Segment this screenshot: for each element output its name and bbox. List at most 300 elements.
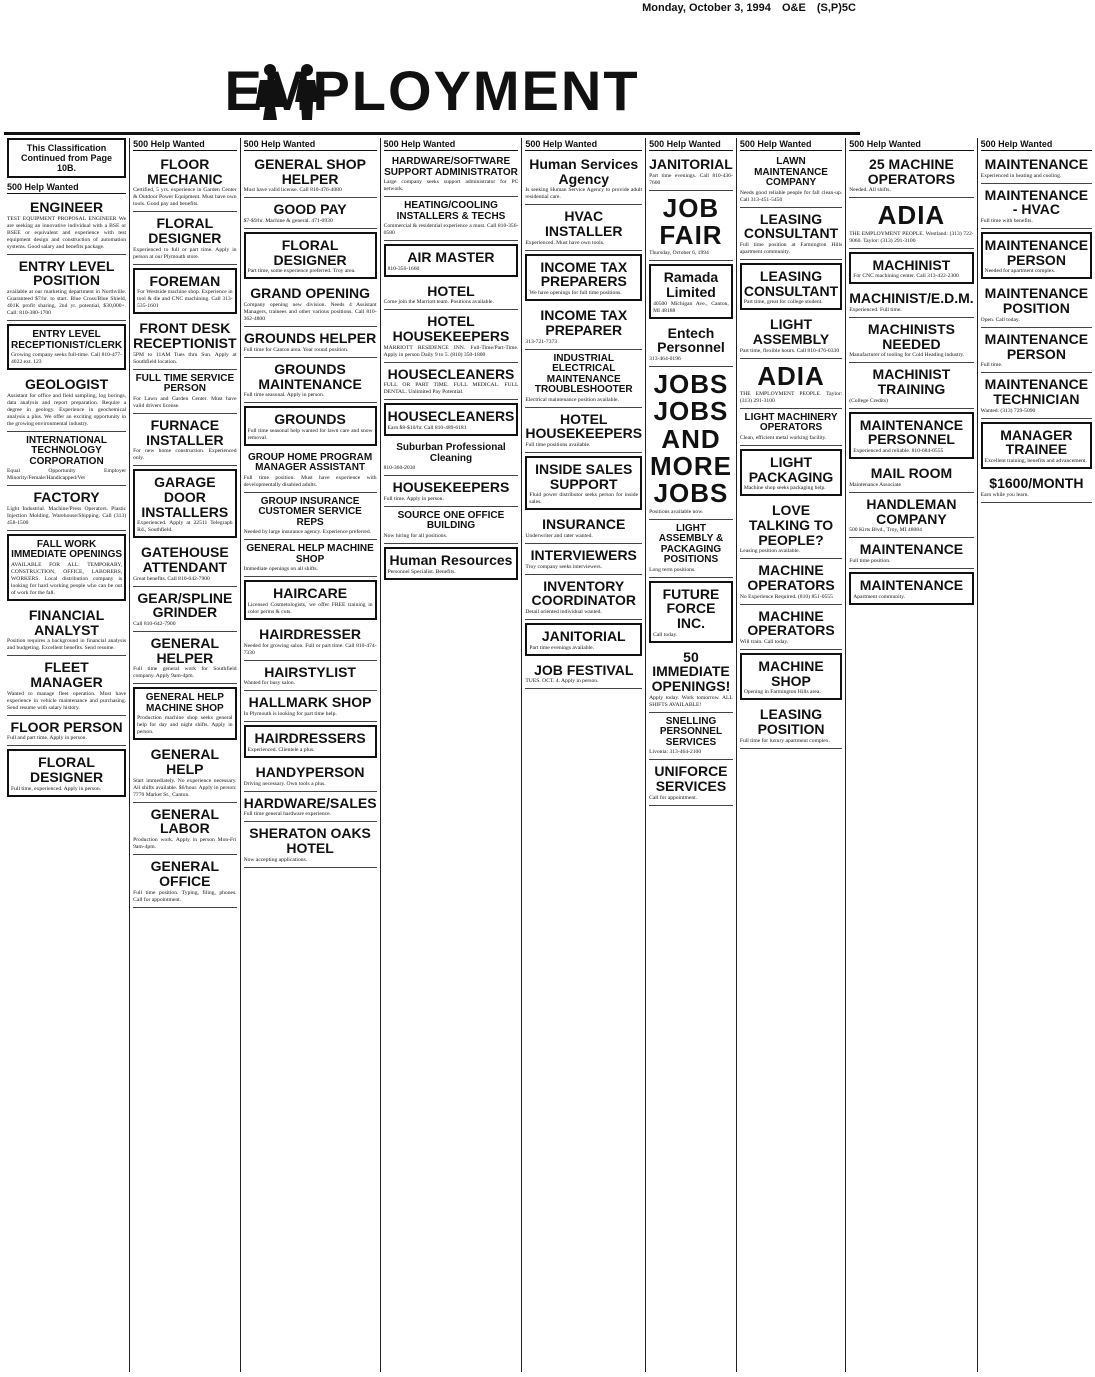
continued-notice: This Classification Continued from Page 10B. <box>7 138 126 178</box>
classified-ad <box>7 604 126 656</box>
ad-body: Experienced in heating and cooling. <box>980 172 1062 179</box>
classified-ad <box>244 540 377 577</box>
ad-headline: GENERAL HELP MACHINE SHOP <box>246 543 374 565</box>
ad-body: available at our marketing department in Northville. Guaranteed $7/hr. to start. Blue Cross/Blue Shield, 401K profit sharing, 2nd yr. potential, $30,000+. Call: 810-380-1700 <box>7 289 127 317</box>
classified-ad <box>133 855 236 907</box>
classified-columns <box>4 138 1089 1372</box>
ad-headline: MAINTENANCE POSITION <box>984 285 1089 317</box>
classified-ad <box>525 575 642 620</box>
ad-body: Full time with benefits. <box>980 218 1033 225</box>
ad-headline: GENERAL HELPER <box>150 635 220 666</box>
ad-headline: Human Services Agency <box>529 156 639 187</box>
classified-ad <box>133 317 236 369</box>
ad-body: Experienced and reliable. 810-684-0555 <box>853 448 944 455</box>
ad-body: Is seeking Human Service Agency to provide adult residential care. <box>525 187 643 201</box>
ad-body: 500 Kirts Blvd., Troy, MI 48084 <box>849 527 922 534</box>
ad-body: We have openings for full time positions. <box>529 290 622 297</box>
classified-ad <box>740 153 842 208</box>
ad-body: Needed by large insurance agency. Experience preferred. <box>243 529 372 536</box>
ad-headline: MAINTENANCE PERSON <box>984 330 1089 362</box>
ad-body: Full time. <box>980 362 1003 369</box>
classified-ad <box>7 196 126 255</box>
ad-headline: HOUSECLEANERS <box>387 365 515 382</box>
classified-ad <box>7 432 126 487</box>
ad-headline: GROUNDS HELPER <box>243 330 377 347</box>
ad-headline: INSURANCE <box>542 516 626 533</box>
classified-ad <box>981 232 1092 279</box>
ad-headline: INTERNATIONAL TECHNOLOGY CORPORATION <box>26 434 108 467</box>
ad-body: 40500 Michigan Ave., Canton, MI 48188 <box>653 300 729 314</box>
classified-ad <box>849 252 973 285</box>
ad-body: Full time seasonal help wanted for lawn care and snow removal. <box>247 427 373 441</box>
ad-body: Fluid power distributor seeks person for inside sales. <box>529 492 639 506</box>
ad-headline: MAINTENANCE - HVAC <box>984 186 1089 218</box>
ad-headline: LAWN MAINTENANCE COMPANY <box>754 156 828 188</box>
ad-headline: LIGHT ASSEMBLY <box>752 316 830 347</box>
ad-headline: FALL WORK IMMEDIATE OPENINGS <box>11 538 123 561</box>
classified-ad <box>740 208 842 260</box>
ad-body: Manufacturer of tooling for Cold Heading industry. <box>849 352 965 359</box>
classified-ad <box>244 725 377 758</box>
ad-headline: JOBS JOBS AND MORE JOBS <box>649 369 732 509</box>
classified-ad <box>525 544 642 575</box>
ad-body: Full time general work for Southfield company. Apply 9am-4pm. <box>133 666 237 680</box>
ad-headline: FLEET MANAGER <box>30 659 103 690</box>
ad-headline: Entech Personnel <box>657 324 725 356</box>
ad-headline: FACTORY <box>33 489 100 506</box>
ad-body: Must have valid license. Call 810-476-4080 <box>243 187 342 194</box>
classified-ad <box>244 327 377 358</box>
classified-ad <box>981 422 1092 469</box>
ad-body: Thursday, October 6, 1994 <box>649 250 709 257</box>
ad-headline: SNELLING PERSONNEL SERVICES <box>659 715 723 748</box>
ad-body: Full time, experienced. Apply in person. <box>11 785 102 792</box>
classified-ad <box>133 632 236 684</box>
classified-ad <box>981 472 1092 503</box>
ad-body: Earn while you learn. <box>980 491 1029 498</box>
issue-date: Monday, October 3, 1994 <box>642 2 771 14</box>
classified-ad <box>740 409 842 446</box>
ad-body: Light Industrial. Machine/Press Operators. Plastic Injection Molding. Warehouse/Shipping. Call (313) 458-1500 <box>7 505 127 526</box>
ad-headline: HANDLEMAN COMPANY <box>866 495 957 527</box>
ad-headline: HOTEL HOUSEKEEPERS <box>525 410 643 442</box>
classified-ad <box>133 414 236 466</box>
classified-ad <box>244 406 377 446</box>
ad-headline: 50 IMMEDIATE OPENINGS! <box>651 648 731 694</box>
classified-ad <box>7 324 126 370</box>
classified-ad <box>525 254 642 301</box>
classified-ad <box>525 623 642 656</box>
ad-body: In Plymouth is looking for part time help. <box>243 711 337 718</box>
classified-ad <box>384 403 519 436</box>
ad-headline: SHERATON OAKS HOTEL <box>249 825 371 856</box>
ad-headline: LEASING CONSULTANT <box>743 210 839 242</box>
classified-ad <box>133 587 236 632</box>
ad-body: FULL OR PART TIME. FULL MEDICAL. FULL DENTAL. Unlimited Pay Potential. <box>383 382 519 396</box>
ad-body: 810-356-1660 <box>387 265 420 272</box>
classified-ad <box>133 370 236 414</box>
ad-body: Come join the Marriott team. Positions available. <box>383 299 494 306</box>
section-label: 500 Help Wanted <box>133 138 236 151</box>
ad-body: Detail oriented individual wanted. <box>525 609 602 615</box>
ad-headline: ENGINEER <box>29 199 104 215</box>
ad-body: Full time position. Typing, filing, phones. Call for appointment. <box>133 889 237 903</box>
ad-body: Electrical maintenance position available. <box>525 396 619 403</box>
ad-headline: HOUSECLEANERS <box>387 408 515 425</box>
ad-headline: FUTURE FORCE INC. <box>662 585 720 631</box>
ad-headline: FOREMAN <box>149 272 221 289</box>
ad-body: Call 810-642-7900 <box>133 621 176 627</box>
classified-ad <box>849 493 973 538</box>
ad-headline: GENERAL LABOR <box>150 805 220 837</box>
ad-headline: MAINTENANCE <box>859 541 964 558</box>
classified-ad <box>244 691 377 722</box>
column-9 <box>978 138 1095 1372</box>
ad-body: Open. Call today. <box>980 316 1020 323</box>
ad-body: Certified, 5 yrs. experience in Garden Center & Outdoor Power Equipment. Must have own tools. Good pay and benefits. <box>133 187 237 208</box>
ad-headline: LIGHT ASSEMBLY & PACKAGING POSITIONS <box>658 522 724 566</box>
classified-ad <box>740 605 842 650</box>
classified-ad <box>7 656 126 715</box>
classified-ad <box>384 439 519 476</box>
ad-body: Machine shop seeks packaging help. <box>743 485 826 492</box>
ad-headline: GENERAL OFFICE <box>150 858 220 889</box>
ad-body: Great benefits. Call 810-642-7900 <box>133 575 210 582</box>
ad-headline: HAIRSTYLIST <box>264 663 356 680</box>
ad-headline: FLORAL DESIGNER <box>148 215 222 247</box>
ad-body: For Lawn and Garden Center. Must have valid drivers license. <box>133 395 237 409</box>
classified-ad <box>649 713 733 761</box>
ad-headline: HVAC INSTALLER <box>544 208 623 240</box>
header-rule <box>4 132 860 135</box>
ad-headline: $1600/MONTH <box>989 474 1084 491</box>
ad-headline: ENTRY LEVEL RECEPTIONIST/CLERK <box>11 329 123 351</box>
classified-ad <box>133 153 236 212</box>
ad-headline: FLOOR PERSON <box>10 718 123 735</box>
ad-body: Experienced. Apply at 22511 Telegraph Rd., Southfield. <box>137 520 233 534</box>
ad-headline: ENTRY LEVEL POSITION <box>18 257 115 289</box>
classified-ad <box>244 493 377 541</box>
ad-headline: UNIFORCE SERVICES <box>654 763 728 794</box>
ad-headline: MACHINE SHOP <box>758 658 824 689</box>
ad-headline: MANAGER TRAINEE <box>1000 426 1073 458</box>
ad-headline: INVENTORY COORDINATOR <box>531 577 636 609</box>
ad-body: Positions available now. <box>649 508 704 515</box>
ad-body: Full and part time. Apply in person. <box>7 735 87 742</box>
classified-ad <box>133 541 236 586</box>
ad-headline: GEOLOGIST <box>24 376 109 393</box>
ad-body: MARRIOTT RESIDENCE INN. Full-Time/Part-Time. Apply in person Daily 9 to 5. (810) 350-1800 <box>383 344 519 358</box>
classified-ad <box>384 476 519 507</box>
ad-body: For CNC machining center. Call 313-422-2300 <box>853 273 959 280</box>
ad-body: For Westside machine shop. Experience in tool & die and CNC machining. Call 313-535-1601 <box>137 289 233 310</box>
ad-body: AVAILABLE FOR ALL: TEMPORARY, CONSTRUCTION, OFFICE, LABORERS, WORKERS. Local distribution company is looking for hard working people who can be out of work for the fall. <box>11 561 123 596</box>
ad-headline: GROUNDS <box>274 411 346 428</box>
ad-body: Full time for luxury apartment complex. <box>739 737 830 744</box>
classified-ad <box>981 373 1092 418</box>
ad-headline: LEASING CONSULTANT <box>743 267 839 299</box>
ad-body: Full time position. Must have experience with developmentally disabled adults. <box>243 474 377 488</box>
ad-headline: HOTEL HOUSEKEEPERS <box>392 313 510 345</box>
ad-headline: FURNACE INSTALLER <box>146 416 224 448</box>
ad-headline: FINANCIAL ANALYST <box>28 606 105 638</box>
column-3 <box>241 138 381 1372</box>
ad-headline: HANDYPERSON <box>255 763 365 780</box>
classified-ad <box>7 255 126 321</box>
column-5 <box>522 138 646 1372</box>
classified-ad <box>244 792 377 823</box>
classified-ad <box>384 310 519 362</box>
ad-headline: MACHINIST TRAINING <box>872 366 951 398</box>
ad-body: 313-464-0196 <box>649 356 681 363</box>
ad-headline: SOURCE ONE OFFICE BUILDING <box>397 509 505 532</box>
ad-body: Experienced. Must have own tools. <box>525 239 605 246</box>
ad-headline: HOUSEKEEPERS <box>392 479 510 496</box>
ad-headline: MACHINE OPERATORS <box>747 562 835 594</box>
ad-headline: MAINTENANCE TECHNICIAN <box>984 376 1089 407</box>
classified-ad <box>981 282 1092 327</box>
section-label: 500 Help Wanted <box>7 181 126 194</box>
ad-headline: MACHINIST/E.D.M. <box>849 290 974 307</box>
ad-body: Production work. Apply in person Mon-Fri 9am-4pm. <box>133 837 237 851</box>
classified-ad <box>740 559 842 604</box>
ad-headline: Suburban Professional Cleaning <box>396 442 506 464</box>
section-label: 500 Help Wanted <box>244 138 377 151</box>
classified-ad <box>525 153 642 205</box>
ad-headline: LIGHT MACHINERY OPERATORS <box>744 411 838 434</box>
ad-body: For new home construction. Experienced only. <box>133 448 237 462</box>
ad-headline: LOVE TALKING TO PEOPLE? <box>748 502 834 548</box>
column-6 <box>646 138 737 1372</box>
ad-body: Part time, great for college student. <box>743 299 823 306</box>
ad-body: Call for appointment. <box>649 794 698 801</box>
ad-body: Assistant for office and field sampling, log borings, data analysis and report preparation. Require a degree in geology. Experience in geochemical analysis a plus. We offer an exciting opportunity in the growing environmental industry. <box>7 392 127 427</box>
classified-ad <box>133 212 236 264</box>
ad-headline: GROUP INSURANCE CUSTOMER SERVICE REPS <box>258 495 362 528</box>
ad-body: Part time, flexible hours. Call 810-476-0330 <box>739 347 840 354</box>
ad-body: 810-360-2030 <box>383 465 416 472</box>
ad-headline: JANITORIAL <box>541 628 626 644</box>
classified-ad <box>384 153 519 197</box>
section-label: 500 Help Wanted <box>384 138 519 151</box>
ad-headline: 25 MACHINE OPERATORS <box>867 156 956 187</box>
ad-headline: MACHINE OPERATORS <box>747 607 835 639</box>
classified-ad <box>384 244 519 277</box>
classified-ad <box>849 287 973 318</box>
classified-ad <box>649 760 733 805</box>
classified-ad <box>525 659 642 690</box>
ad-headline: MAINTENANCE PERSON <box>984 237 1089 268</box>
classified-ad <box>649 646 733 713</box>
classified-ad <box>849 412 973 459</box>
classified-ad <box>740 359 842 409</box>
ad-body: THE EMPLOYMENT PEOPLE. Westland: (313) 722-9060. Taylor: (313) 291-3100 <box>849 230 974 244</box>
classified-ad <box>525 350 642 408</box>
classified-ad <box>244 661 377 692</box>
ad-headline: ADIA <box>877 200 946 231</box>
classified-ad <box>649 322 733 367</box>
ad-body: Wanted for busy salon. <box>243 680 296 687</box>
page-header <box>0 0 864 140</box>
ad-body: Production machine shop seeks general help for day and night shifts. Apply in person. <box>137 715 233 736</box>
classified-ad <box>740 499 842 559</box>
ad-headline: GENERAL HELP <box>150 746 220 778</box>
ad-body: Underwriter and rater wanted. <box>525 532 593 539</box>
classified-ad <box>244 153 377 198</box>
classified-ad <box>849 462 973 493</box>
classified-ad <box>525 304 642 349</box>
ad-body: Experienced. Full time. <box>849 307 902 314</box>
ad-headline: MACHINISTS NEEDED <box>867 321 955 352</box>
ad-headline: MAIL ROOM <box>870 465 953 482</box>
ad-headline: INSIDE SALES SUPPORT <box>535 460 633 492</box>
ad-headline: FRONT DESK RECEPTIONIST <box>133 320 237 352</box>
ad-headline: HAIRDRESSER <box>259 626 362 643</box>
ad-body: Needed for apartment complex. <box>984 268 1056 275</box>
column-8 <box>846 138 977 1372</box>
classified-ad <box>384 280 519 311</box>
classified-ad <box>133 469 236 538</box>
classified-ad <box>384 363 519 401</box>
classified-ad <box>981 184 1092 229</box>
classified-ad <box>244 358 377 403</box>
ad-body: TEST EQUIPMENT PROPOSAL ENGINEER We are seeking an innovative individual with a BSE or BSEE or equivalent and experience with test equipment design and construction of automation systems. Good salary and benefits package. <box>7 215 127 250</box>
classified-ad <box>525 205 642 250</box>
ad-body: 313-721-7373 <box>525 338 558 345</box>
classified-ad <box>849 538 973 569</box>
classified-ad <box>244 822 377 867</box>
ad-headline: GOOD PAY <box>273 201 347 218</box>
ad-body: Growing company seeks full-time. Call 810-477-4022 ext. 123 <box>11 352 123 366</box>
ad-headline: GENERAL HELP MACHINE SHOP <box>145 692 224 714</box>
ad-headline: HARDWARE/SALES <box>243 794 377 811</box>
classified-ad <box>649 367 733 519</box>
ad-body: Full time position at Farmington Hills apartment community. <box>739 241 843 255</box>
column-1 <box>4 138 130 1372</box>
ad-body: Troy company seeks interviewers. <box>525 563 602 570</box>
section-name: O&E <box>781 2 806 14</box>
ad-headline: MAINTENANCE PERSONNEL <box>859 416 964 448</box>
classified-ad <box>244 580 377 620</box>
ad-body: Wanted to manage fleet operation. Must have experience in vehicle maintenance and purchasing. Send resume with salary history. <box>7 690 127 711</box>
classified-ad <box>133 687 236 740</box>
ad-headline: HAIRDRESSERS <box>254 730 366 747</box>
ad-headline: GENERAL SHOP HELPER <box>254 156 366 187</box>
ad-body: Equal Opportunity Employer Minority/Female/Handicapped/Vet <box>7 468 127 482</box>
classified-ad <box>244 232 377 279</box>
ad-headline: GARAGE DOOR INSTALLERS <box>141 474 229 520</box>
ad-body: Position requires a background in financial analysis and budgeting. Excellent benefits. Send resume. <box>7 638 127 652</box>
ad-headline: HARDWARE/SOFTWARE SUPPORT ADMINISTRATOR <box>384 156 518 178</box>
ad-headline: HALLMARK SHOP <box>248 694 372 711</box>
ad-body: Full time general hardware experience. <box>243 811 332 818</box>
ad-body: (College Credits) <box>849 397 888 404</box>
ad-body: Apply today. Work tomorrow. ALL SHIFTS AVAILABLE! <box>649 694 733 708</box>
page-number: (S,P)5C <box>816 2 856 14</box>
ad-body: Commercial & residential experience a must. Call 810-356-0580 <box>383 223 519 236</box>
classified-ad <box>740 449 842 496</box>
ad-body: Long term positions. <box>649 566 696 573</box>
ad-body: Now accepting applications. <box>243 856 308 863</box>
ad-body: THE EMPLOYMENT PEOPLE. Taylor: (313) 291-3100 <box>739 390 843 404</box>
page-title: EMPLOYMENT <box>224 59 640 122</box>
ad-body: Immediate openings on all shifts. <box>243 566 318 573</box>
ad-headline: LIGHT PACKAGING <box>748 453 834 485</box>
section-label: 500 Help Wanted <box>649 138 733 151</box>
classified-ad <box>525 513 642 544</box>
ad-headline: GATEHOUSE ATTENDANT <box>141 544 229 575</box>
ad-body: Full time seasonal. Apply in person. <box>243 392 325 399</box>
classified-ad <box>649 153 733 191</box>
ad-headline: MAINTENANCE <box>984 156 1089 172</box>
column-4 <box>381 138 523 1372</box>
classified-ad <box>7 534 126 601</box>
ad-headline: GRAND OPENING <box>250 285 370 302</box>
ad-body: Part time evenings. Call 810-436-7600 <box>649 172 733 186</box>
classified-ad <box>649 191 733 262</box>
ad-body: Clean, efficient metal working facility. <box>739 434 827 441</box>
ad-body: Needed for growing salon. Full or part time. Call 810-474-7330 <box>243 642 377 656</box>
classified-ad <box>649 264 733 318</box>
column-2 <box>130 138 240 1372</box>
classified-ad <box>981 328 1092 373</box>
classified-ad <box>740 653 842 700</box>
ad-headline: MACHINIST <box>872 256 951 273</box>
ad-headline: JOB FESTIVAL <box>534 661 634 678</box>
ad-body: Large company seeks support administrator for PC network. <box>383 179 519 192</box>
ad-headline: GROUP HOME PROGRAM MANAGER ASSISTANT <box>247 451 373 474</box>
classified-ad <box>7 716 126 747</box>
ad-headline: HEATING/COOLING INSTALLERS & TECHS <box>396 200 506 222</box>
classified-ad <box>7 749 126 796</box>
classified-ad <box>849 318 973 363</box>
classified-ad <box>244 449 377 493</box>
ad-body: Will train. Call today. <box>739 639 789 646</box>
ad-headline: JANITORIAL <box>649 156 733 172</box>
classified-ad <box>849 198 973 248</box>
classified-ad <box>849 572 973 605</box>
classified-ad <box>740 263 842 310</box>
ad-headline: HAIRCARE <box>273 585 348 602</box>
ad-body: Experienced. Clientele a plus. <box>247 746 315 753</box>
ad-headline: ADIA <box>757 360 825 391</box>
ad-body: Earn $8-$10/hr. Call 810-489-6181 <box>387 425 467 432</box>
classified-ad <box>244 761 377 792</box>
ad-headline: FLORAL DESIGNER <box>29 754 104 786</box>
ad-body: 5PM to 11AM Tues thru Sun. Apply at Southfield location. <box>133 351 237 365</box>
ad-headline: FLORAL DESIGNER <box>273 237 347 268</box>
ad-headline: LEASING POSITION <box>757 706 825 738</box>
ad-headline: MAINTENANCE <box>859 576 964 593</box>
ad-body: Apartment community. <box>853 593 906 600</box>
ad-body: Needs good reliable people for fall clean-up. Call 313-451-5450 <box>739 189 843 203</box>
ad-headline: INTERVIEWERS <box>530 546 637 563</box>
classified-ad <box>133 743 236 802</box>
classified-ad <box>849 153 973 198</box>
classified-ad <box>133 268 236 315</box>
classified-ad <box>384 197 519 241</box>
ad-headline: INCOME TAX PREPARER <box>540 307 628 338</box>
section-label: 500 Help Wanted <box>981 138 1092 151</box>
ad-body: Now hiring for all positions. <box>383 532 448 539</box>
ad-headline: Ramada Limited <box>663 269 719 300</box>
classified-ad <box>740 313 842 358</box>
ad-body: Company opening new division. Needs 4 Assistant Managers, trainees and other various positions. Call 810-362-4800 <box>243 302 377 323</box>
classified-ad <box>649 581 733 643</box>
ad-body: Full time. Apply in person. <box>383 495 444 502</box>
ad-body: Livonia: 313-464-2100 <box>649 749 702 756</box>
folio-line <box>634 2 856 14</box>
